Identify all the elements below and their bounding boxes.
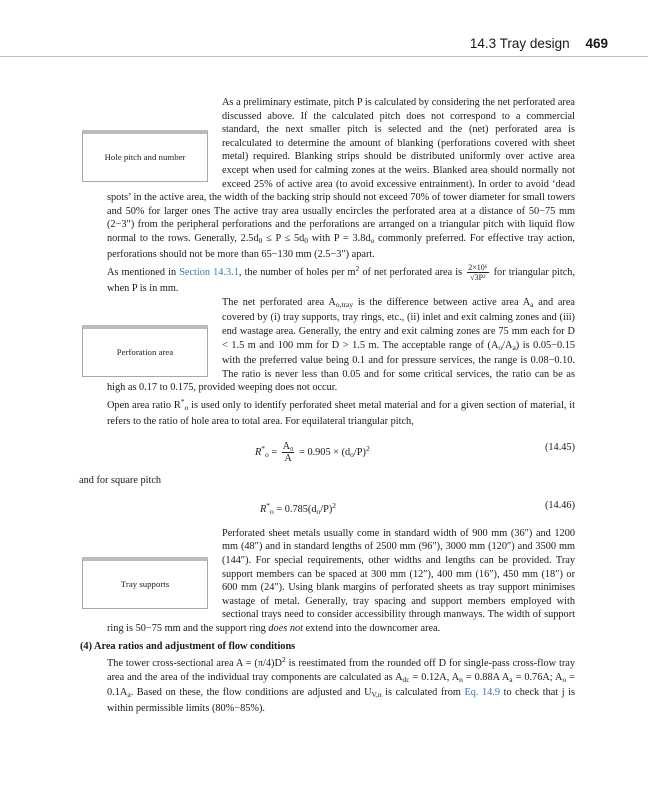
area-fraction: $\frac{\text{A₀}}{A}$ xyxy=(282,441,294,465)
section-link[interactable]: Section 14.3.1 xyxy=(179,267,239,279)
margin-note-perforation: Perforation area xyxy=(82,325,208,377)
paragraph-pitch: As a preliminary estimate, pitch P is calculated by considering the net perforated area discussed above. If the calculated pitch does not correspond to a commercial standard, the next smaller pitch is selected and the (net) perforated area is recalculated to determine the amount of blanking (perforations covered with sheet metal) required. Blanking strips should be distributed uniformly over active area except when used for calming zones at the weirs. Blanked area should normally not exceed 25% of active area (to avoid excessive entrainment). In order to avoid ‘dead spots’ in the active area, the width of the backing strip should not exceed 70% of tower diameter for small towers and 50% for larger ones The active tray area usually encircles the perforated area at a distance of 50−75 mm (2−3″) from the peripheral perforations and the perforations are arranged on a triangular pitch with liquid flow normal to the rows. Generally, $2.5d_0 \le P \le 5d_0$ with $P = 3.8d_o$ commonly preferred. For effective tray action, perforations should not be more than 65−130 mm (2.5−3″) apart. xyxy=(107,97,575,260)
paragraph-holes-per-m2: As mentioned in Section 14.3.1, the number of holes per $m^2$ of net perforated area is $\frac{\text{2×10⁶}}{\text{√3P²}}$ for triangular pitch, when P is in mm. xyxy=(107,263,575,295)
header-divider xyxy=(0,56,648,57)
header-section-title: 14.3 Tray design xyxy=(469,36,570,51)
page-body xyxy=(79,96,576,716)
equation-link[interactable]: Eq. 14.9 xyxy=(464,687,501,699)
square-pitch-label: and for square pitch xyxy=(79,475,162,487)
equation-14-45: $R^*_o$ = $\frac{\text{A₀}}{A}$ = $0.905 \times (d_o/P)^2$ (14.45) xyxy=(255,441,575,465)
page-number: 469 xyxy=(585,36,608,51)
margin-note-tray-supports: Tray supports xyxy=(82,557,208,609)
equation-number: (14.46) xyxy=(544,499,575,511)
equation-14-46: $R^*_o = 0.785(d_o/P)^2$ (14.46) xyxy=(260,499,575,516)
section-4-heading: (4) Area ratios and adjustment of flow conditions xyxy=(80,640,296,652)
paragraph-sheet-metals: Perforated sheet metals usually come in standard width of 900 mm (36″) and 1200 mm (48″) and in standard lengths of 2500 mm (96″), 3000 mm (120″) and 3500 mm (144″). For special requirements, other widths and lengths can be provided. Tray support members can be spaced at 300 mm (12″), 400 mm (16″), 450 mm (18″) or 600 mm (24″). Using blank margins of perforated sheets as tray support minimises wastage of metal. Generally, tray spacing and support members employed with sectional trays need to consider accessibility through manways. The width of support ring is 50−75 mm and the support ring does not extend into the downcomer area. xyxy=(107,527,575,634)
paragraph-open-area: Open area ratio $R^*_o$ is used only to identify perforated sheet metal material and for a given section of material, it refers to the ratio of hole area to total area. For equilateral triangular pitch, xyxy=(107,397,575,427)
equation-number: (14.45) xyxy=(544,442,575,454)
running-header xyxy=(470,36,608,51)
paragraph-perforated-area: The net perforated area $A_{o,tray}$ is the difference between active area $A_a$ and area covered by (i) tray supports, tray rings, etc., (ii) inlet and exit calming zones and (iii) end wastage area. Generally, the entry and exit calming zones are 75 mm each for D < 1.5 m and 100 mm for D > 1.5 m. The acceptable range of $(A_o/A_a)$ is 0.05−0.15 with the preferred value being 0.1 and for pressure services, the range is 0.08−0.10. The ratio is never less than 0.05 and for some critical services, the ratio can be as high as 0.17 to 0.175, provided weeping does not occur. xyxy=(107,296,576,394)
holes-fraction: $\frac{\text{2×10⁶}}{\text{√3P²}}$ xyxy=(468,263,488,283)
margin-note-hole-pitch: Hole pitch and number xyxy=(82,130,208,182)
paragraph-area-ratios: The tower cross-sectional area $A = (\pi/4)D^2$ is reestimated from the rounded off D for single-pass cross-flow tray area and the area of the individual tray components are calculated as $A_{dc} = 0.12A$, $A_n = 0.88A$ $A_a = 0.76A$; $A_o = 0.1A_a$. Based on these, the flow conditions are adjusted and $U_{V,n}$ is calculated from Eq. 14.9 to check that j is within permissible limits (80%−85%). xyxy=(107,655,575,714)
